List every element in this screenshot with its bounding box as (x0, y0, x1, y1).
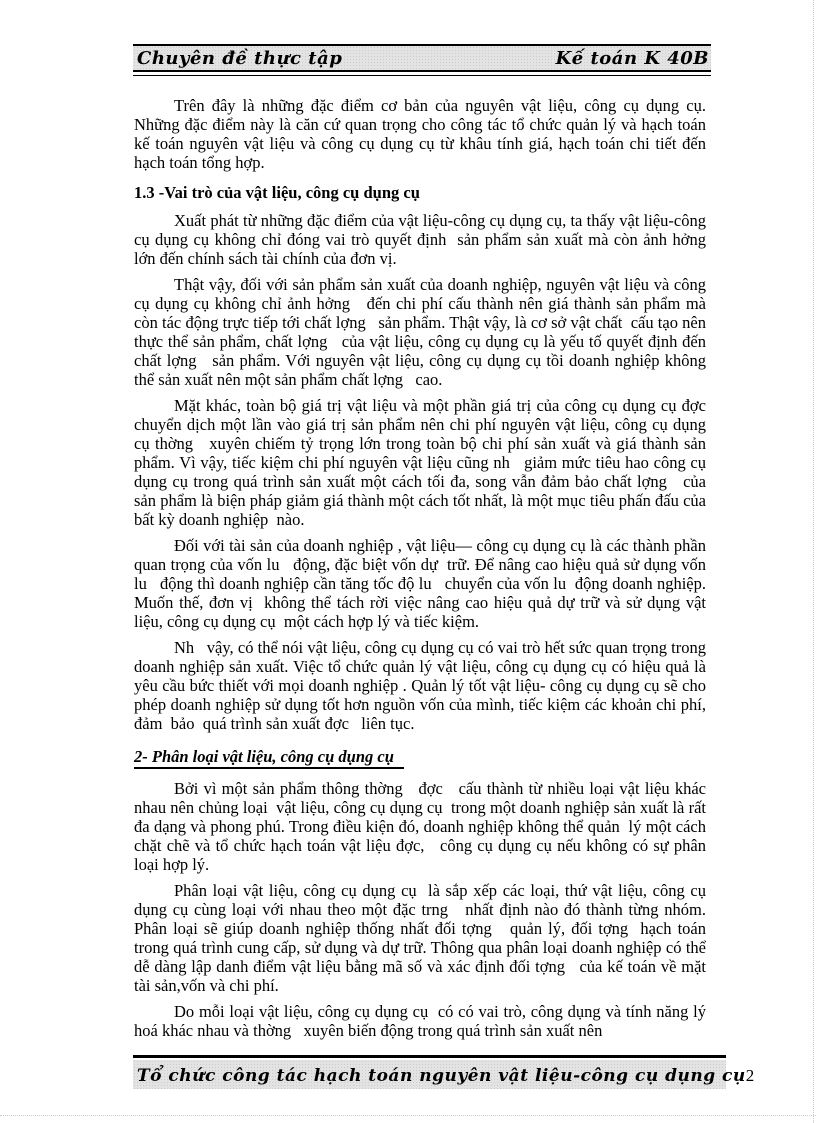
paragraph-classify-1: Bởi vì một sản phẩm thông thờng đợc cấu thành từ nhiều loại vật liệu khác nhau nên chủng loại vật liệu, công cụ dụng cụ trong một doanh nghiệp sản xuất là rất đa dạng và phong phú. Trong điều kiện đó, doanh nghiệp không thể quản lý một cách chặt chẽ và tổ chức hạch toán vật liệu đợc, công cụ dụng cụ nếu không có sự phân loại hợp lý. (134, 779, 711, 874)
section-heading-2 (134, 747, 706, 769)
document-body (134, 96, 719, 1047)
paragraph-role-3: Mặt khác, toàn bộ giá trị vật liệu và một phần giá trị của công cụ dụng cụ đợc chuyển dịch một lần vào giá trị sản phẩm nên chi phí nguyên vật liệu, công cụ dụng cụ thờng xuyên chiếm tỷ trọng lớn trong toàn bộ chi phí sản xuất và giá thành sản phẩm. Vì vậy, tiếc kiệm chi phí nguyên vật liệu cũng nh giảm mức tiêu hao công cụ dụng cụ trong quá trình sản xuất một cách tối đa, song vẫn đảm bảo chất lợng của sản phẩm là biện pháp giảm giá thành một cách tốt nhất, là một mục tiêu phấn đấu của bất kỳ doanh nghiệp nào. (134, 396, 719, 529)
section-heading-1-3: 1.3 -Vai trò của vật liệu, công cụ dụng cụ (134, 183, 420, 202)
page-number: 2 (745, 1066, 755, 1085)
paragraph-classify-2: Phân loại vật liệu, công cụ dụng cụ là sắp xếp các loại, thứ vật liệu, công cụ dụng cụ cùng loại với nhau theo một đặc trng nhất định nào đó thành từng nhóm. Phân loại sẽ giúp doanh nghiệp thống nhất đối tợng quản lý, đối tợng hạch toán trong quá trình cung cấp, sử dụng và dự trữ. Thông qua phân loại doanh nghiệp có thể dễ dàng lập danh điểm vật liệu bằng mã số và xác định đối tợng của kế toán về mặt tài sản,vốn và chi phí. (134, 881, 715, 995)
page-edge-guide-right (813, 0, 814, 1123)
footer-rule (133, 1055, 726, 1058)
page-edge-guide-bottom (0, 1115, 816, 1116)
page-header (133, 44, 711, 76)
header-band (133, 44, 711, 70)
footer-band (133, 1060, 755, 1089)
paragraph-role-1: Xuất phát từ những đặc điểm của vật liệu-công cụ dụng cụ, ta thấy vật liệu-công cụ dụng cụ không chỉ đóng vai trò quyết định sản phẩm sản xuất mà còn ảnh hởng lớn đến chính sách tài chính của đơn vị. (134, 211, 719, 268)
paragraph-intro: Trên đây là những đặc điểm cơ bản của nguyên vật liệu, công cụ dụng cụ. Những đặc điểm này là căn cứ quan trọng cho công tác tổ chức quản lý và hạch toán kế toán nguyên vật liệu và công cụ dụng cụ từ khâu tính giá, hạch toán chi tiết đến hạch toán tổng hợp. (134, 96, 711, 172)
header-right-title: Kế toán K 40B (555, 48, 709, 69)
header-double-rule (133, 70, 711, 76)
paragraph-role-2: Thật vậy, đối với sản phẩm sản xuất của doanh nghiệp, nguyên vật liệu và công cụ dụng cụ không chỉ ảnh hởng đến chi phí cấu thành nên giá thành sản phẩm mà còn tác động trực tiếp tới chất lợng sản phẩm. Thật vậy, là cơ sở vật chất cấu tạo nên thực thể sản phẩm, chất lợng của vật liệu, công cụ dụng cụ là yếu tố quyết định đến chất lợng sản phẩm. Với nguyên vật liệu, công cụ dụng cụ tồi doanh nghiệp không thể sản xuất nên một sản phẩm chất lợng cao. (134, 275, 711, 389)
footer-title: Tổ chức công tác hạch toán nguyên vật liệu-công cụ dụng cụ (137, 1066, 746, 1086)
paragraph-classify-3: Do mỗi loại vật liệu, công cụ dụng cụ có có vai trò, công dụng và tính năng lý hoá khác nhau và thờng xuyên biến động trong quá trình sản xuất nên (134, 1002, 711, 1040)
header-left-title: Chuyên đề thực tập (137, 48, 343, 69)
paragraph-role-4: Đối với tài sản của doanh nghiệp , vật liệu— công cụ dụng cụ là các thành phần quan trọng của vốn lu động, đặc biệt vốn dự trữ. Để nâng cao hiệu quả sử dụng vốn lu động thì doanh nghiệp cần tăng tốc độ lu chuyển của vốn lu động doanh nghiệp. Muốn thế, đơn vị không thể tách rời việc nâng cao hiệu quả dự trữ và sử dụng vật liệu, công cụ dụng cụ một cách hợp lý và tiếc kiệm. (134, 536, 715, 631)
page-footer (133, 1055, 755, 1089)
section-heading-2-text: 2- Phân loại vật liệu, công cụ dụng cụ (134, 747, 404, 769)
paragraph-role-5: Nh vậy, có thể nói vật liệu, công cụ dụng cụ có vai trò hết sức quan trọng trong doanh nghiệp sản xuất. Việc tổ chức quản lý vật liệu, công cụ dụng cụ có hiệu quả là yêu cầu bức thiết với mọi doanh nghiệp . Quản lý tốt vật liệu- công cụ dụng cụ sẽ cho phép doanh nghiệp sử dụng tốt hơn nguồn vốn của mình, tiếc kiệm các khoản chi phí, đảm bảo quá trình sản xuất đợc liên tục. (134, 638, 711, 733)
